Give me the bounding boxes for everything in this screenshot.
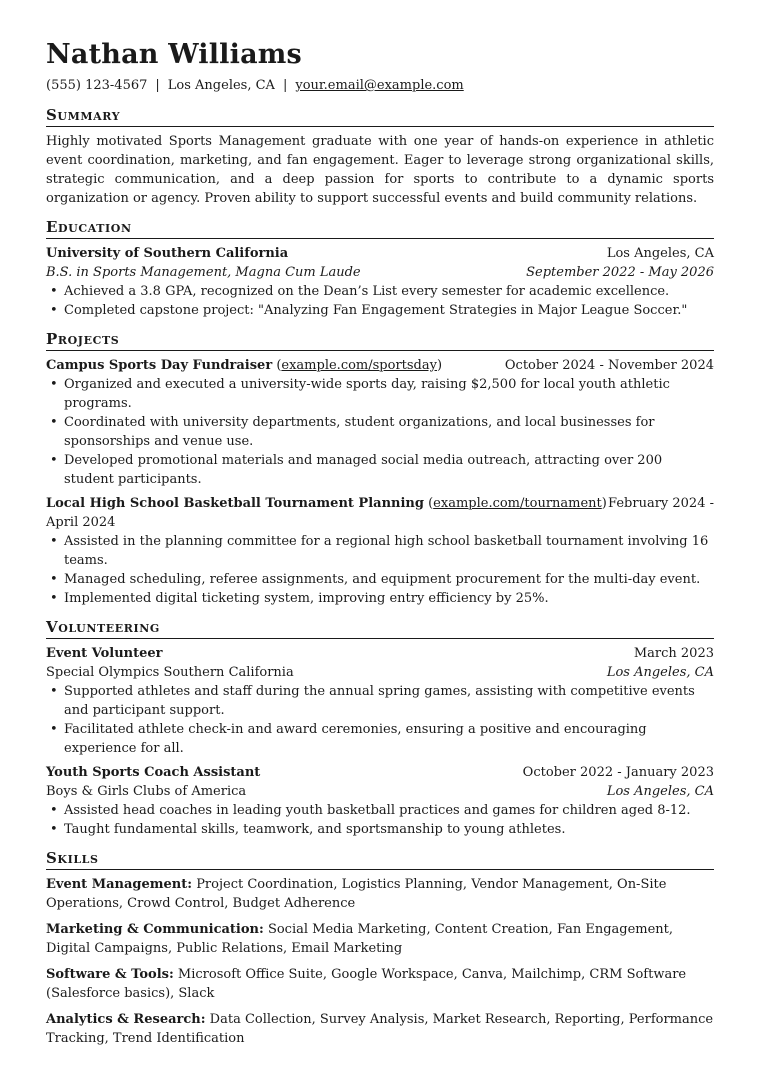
section-title-skills: Skills [46, 848, 714, 870]
volunteer-role: Youth Sports Coach Assistant [46, 765, 261, 780]
school-location: Los Angeles, CA [606, 246, 714, 261]
project-entry: Campus Sports Day Fundraiser (example.com/sportsday) October 2024 - November 2024 • Organized and executed a university-wide sports day, raising $2,500 for local youth athletic programs. • Coordinated with university departments, student organizations, and local businesses for sponsorships and venue use. • Developed promotional materials and managed social media outreach, attracting over 200 student participants. [46, 356, 714, 489]
skill-label: Event Management: [46, 877, 193, 892]
skill-row [46, 1010, 714, 1048]
project-link[interactable]: example.com/sportsday [281, 358, 437, 373]
contact-line [46, 76, 714, 95]
project-dates-end: April 2024 [46, 515, 116, 530]
volunteer-entry [46, 644, 714, 758]
summary-section [46, 105, 714, 208]
list-item: • Completed capstone project: "Analyzing Fan Engagement Strategies in Major League Soccer." [46, 301, 714, 320]
skills-section [46, 848, 714, 1048]
project-name: Local High School Basketball Tournament Planning [46, 496, 424, 511]
summary-text: Highly motivated Sports Management graduate with one year of hands-on experience in athletic event coordination, marketing, and fan engagement. Eager to leverage strong organizational skills, strategic communication, and a deep passion for sports to contribute to a dynamic sports organization or agency. Proven ability to support successful events and build community relations. [46, 134, 714, 206]
skill-label: Marketing & Communication: [46, 922, 264, 937]
candidate-name: Nathan Williams [46, 39, 302, 70]
email-link[interactable]: your.email@example.com [295, 78, 464, 93]
volunteer-location: Los Angeles, CA [606, 665, 714, 680]
list-item: • Developed promotional materials and managed social media outreach, attracting over 200 student participants. [46, 451, 714, 489]
skill-row [46, 920, 714, 958]
phone-number: (555) 123-4567 [46, 78, 148, 93]
project-dates-start: February 2024 - [608, 496, 714, 511]
volunteer-bullets [46, 682, 714, 758]
contact-separator: | [155, 78, 160, 93]
volunteer-dates: March 2023 [633, 646, 714, 661]
volunteer-bullets [46, 801, 714, 839]
skill-text: Microsoft Office Suite, Google Workspace, Canva, Mailchimp, CRM Software (Salesforce basics), Slack [46, 967, 687, 1001]
list-item: • Facilitated athlete check-in and award ceremonies, ensuring a positive and encouraging experience for all. [46, 720, 714, 758]
project-entry: Local High School Basketball Tournament Planning (example.com/tournament) February 2024 - April 2024 • Assisted in the planning committee for a regional high school basketball tournament involving 16 teams. • Managed scheduling, referee assignments, and equipment procurement for the multi-day event. • Implemented digital ticketing system, improving entry efficiency by 25%. [46, 494, 714, 608]
volunteer-location: Los Angeles, CA [606, 784, 714, 799]
list-item: • Taught fundamental skills, teamwork, and sportsmanship to young athletes. [46, 820, 714, 839]
skill-label: Analytics & Research: [46, 1012, 206, 1027]
contact-separator: | [282, 78, 288, 93]
degree: B.S. in Sports Management, Magna Cum Laude [46, 265, 361, 280]
skill-text: Data Collection, Survey Analysis, Market Research, Reporting, Performance Tracking, Trend Identification [46, 1012, 714, 1046]
volunteering-section [46, 617, 714, 839]
skill-text: Project Coordination, Logistics Planning, Vendor Management, On-Site Operations, Crowd Control, Budget Adherence [46, 877, 667, 911]
project-link[interactable]: example.com/tournament [433, 496, 602, 511]
project-name: Campus Sports Day Fundraiser [46, 358, 273, 373]
project-bullets [46, 375, 714, 489]
skill-row [46, 875, 714, 913]
projects-section [46, 329, 714, 608]
volunteer-entry [46, 763, 714, 839]
list-item: • Assisted in the planning committee for a regional high school basketball tournament involving 16 teams. [46, 532, 714, 570]
list-item: • Implemented digital ticketing system, improving entry efficiency by 25%. [46, 589, 714, 608]
project-bullets [46, 532, 714, 608]
volunteer-org: Boys & Girls Clubs of America [46, 784, 247, 799]
education-section [46, 217, 714, 320]
school-name: University of Southern California [46, 246, 289, 261]
list-item: • Coordinated with university departments, student organizations, and local businesses for sponsorships and venue use. [46, 413, 714, 451]
section-title-education: Education [46, 217, 714, 239]
section-title-summary: Summary [46, 105, 714, 127]
list-item: • Assisted head coaches in leading youth basketball practices and games for children aged 8-12. [46, 801, 714, 820]
location: Los Angeles, CA [167, 78, 275, 93]
list-item: • Managed scheduling, referee assignments, and equipment procurement for the multi-day event. [46, 570, 714, 589]
list-item: • Achieved a 3.8 GPA, recognized on the Dean’s List every semester for academic excellence. [46, 282, 714, 301]
skill-label: Software & Tools: [46, 967, 174, 982]
list-item: • Organized and executed a university-wide sports day, raising $2,500 for local youth athletic programs. [46, 375, 714, 413]
skill-text: Social Media Marketing, Content Creation, Fan Engagement, Digital Campaigns, Public Relations, Email Marketing [46, 922, 674, 956]
education-dates: September 2022 - May 2026 [526, 265, 714, 280]
project-dates: October 2024 - November 2024 [504, 358, 714, 373]
list-item: • Supported athletes and staff during the annual spring games, assisting with competitive events and participant support. [46, 682, 714, 720]
section-title-projects: Projects [46, 329, 714, 351]
education-bullets [46, 282, 714, 320]
skill-row [46, 965, 714, 1003]
volunteer-role: Event Volunteer [46, 646, 163, 661]
section-title-volunteering: Volunteering [46, 617, 714, 639]
volunteer-org: Special Olympics Southern California [46, 665, 294, 680]
volunteer-dates: October 2022 - January 2023 [522, 765, 714, 780]
